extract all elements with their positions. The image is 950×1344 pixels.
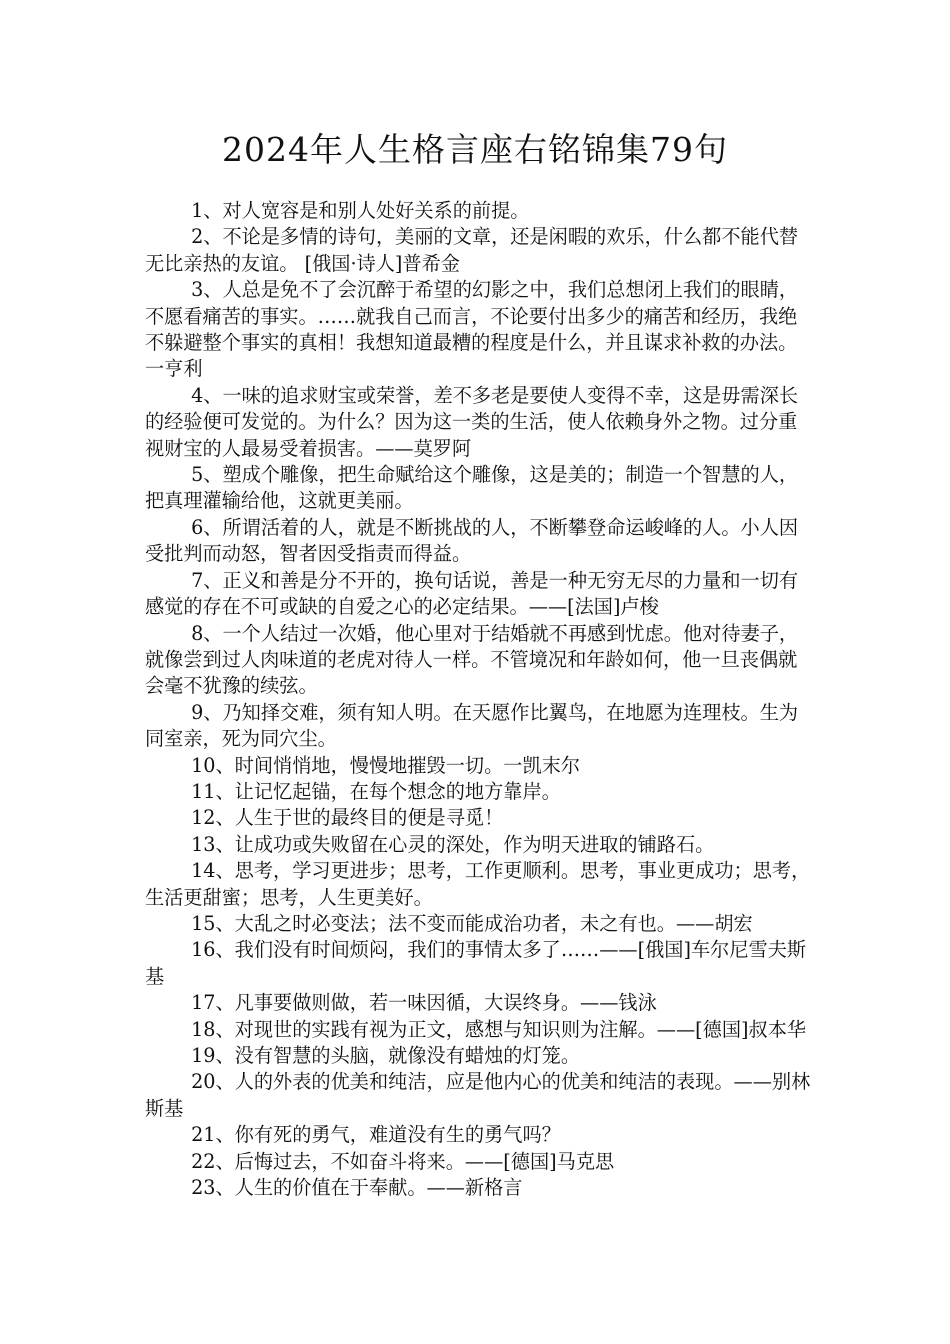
- quote-paragraph: 8、一个人结过一次婚，他心里对于结婚就不再感到忧虑。他对待妻子，就像尝到过人肉味道的老虎对待人一样。不管境况和年龄如何，他一旦丧偶就会毫不犹豫的续弦。: [145, 621, 799, 698]
- quote-paragraph: 10、时间悄悄地，慢慢地摧毁一切。一凯末尔: [191, 753, 581, 777]
- quote-paragraph: 1、对人宽容是和别人处好关系的前提。: [191, 199, 530, 222]
- quote-paragraph: 12、人生于世的最终目的便是寻觅！: [191, 806, 504, 830]
- quote-paragraph: 6、所谓活着的人，就是不断挑战的人，不断攀登命运峻峰的人。小人因受批判而动怒，智者因受指责而得益。: [145, 515, 799, 566]
- quote-paragraph: 22、后悔过去，不如奋斗将来。——[德国]马克思: [191, 1149, 615, 1173]
- quote-paragraph: 4、一味的追求财宝或荣誉，差不多老是要使人变得不幸，这是毋需深长的经验便可发觉的。为什么？因为这一类的生活，使人依赖身外之物。过分重视财宝的人最易受着损害。——莫罗阿: [145, 383, 799, 460]
- quote-list: [145, 198, 815, 1201]
- quote-paragraph: 13、让成功或失败留在心灵的深处，作为明天进取的铺路石。: [191, 832, 715, 856]
- quote-paragraph: 21、你有死的勇气，难道没有生的勇气吗？: [191, 1123, 561, 1147]
- quote-paragraph: 5、塑成个雕像，把生命赋给这个雕像，这是美的；制造一个智慧的人，把真理灌输给他，这就更美丽。: [145, 463, 799, 513]
- page-title: 2024年人生格言座右铭锦集79句: [222, 130, 728, 169]
- quote-paragraph: 17、凡事要做则做，若一味因循，大误终身。——钱泳: [191, 991, 657, 1015]
- quote-paragraph: 14、思考，学习更进步；思考，工作更顺利。思考，事业更成功；思考，生活更甜蜜；思考，人生更美好。: [145, 859, 811, 909]
- quote-paragraph: 18、对现世的实践有视为正文，感想与知识则为注解。——[德国]叔本华: [191, 1017, 807, 1041]
- quote-paragraph: 11、让记忆起锚，在每个想念的地方靠岸。: [191, 779, 561, 803]
- quote-paragraph: 15、大乱之时必变法；法不变而能成治功者，未之有也。——胡宏: [191, 911, 753, 935]
- quote-paragraph: 16、我们没有时间烦闷，我们的事情太多了……——[俄国]车尔尼雪夫斯基: [145, 938, 807, 988]
- quote-paragraph: 9、乃知择交难，须有知人明。在天愿作比翼鸟，在地愿为连理枝。生为同室亲，死为同穴尘。: [145, 700, 799, 751]
- quote-paragraph: 20、人的外表的优美和纯洁，应是他内心的优美和纯洁的表现。——别林斯基: [145, 1070, 811, 1120]
- quote-paragraph: 7、正义和善是分不开的，换句话说，善是一种无穷无尽的力量和一切有感觉的存在不可或缺的自爱之心的必定结果。——[法国]卢梭: [145, 568, 799, 619]
- quote-paragraph: 2、不论是多情的诗句，美丽的文章，还是闲暇的欢乐，什么都不能代替无比亲热的友谊。 [俄国·诗人]普希金: [145, 225, 799, 275]
- quote-paragraph: 19、没有智慧的头脑，就像没有蜡烛的灯笼。: [191, 1044, 581, 1067]
- quote-paragraph: 23、人生的价值在于奉献。——新格言: [191, 1176, 523, 1200]
- quote-paragraph: 3、人总是免不了会沉醉于希望的幻影之中，我们总想闭上我们的眼睛，不愿看痛苦的事实。……就我自己而言，不论要付出多少的痛苦和经历，我绝不躲避整个事实的真相！我想知道最糟的程度是什么，并且谋求补救的办法。一亨利: [145, 278, 799, 381]
